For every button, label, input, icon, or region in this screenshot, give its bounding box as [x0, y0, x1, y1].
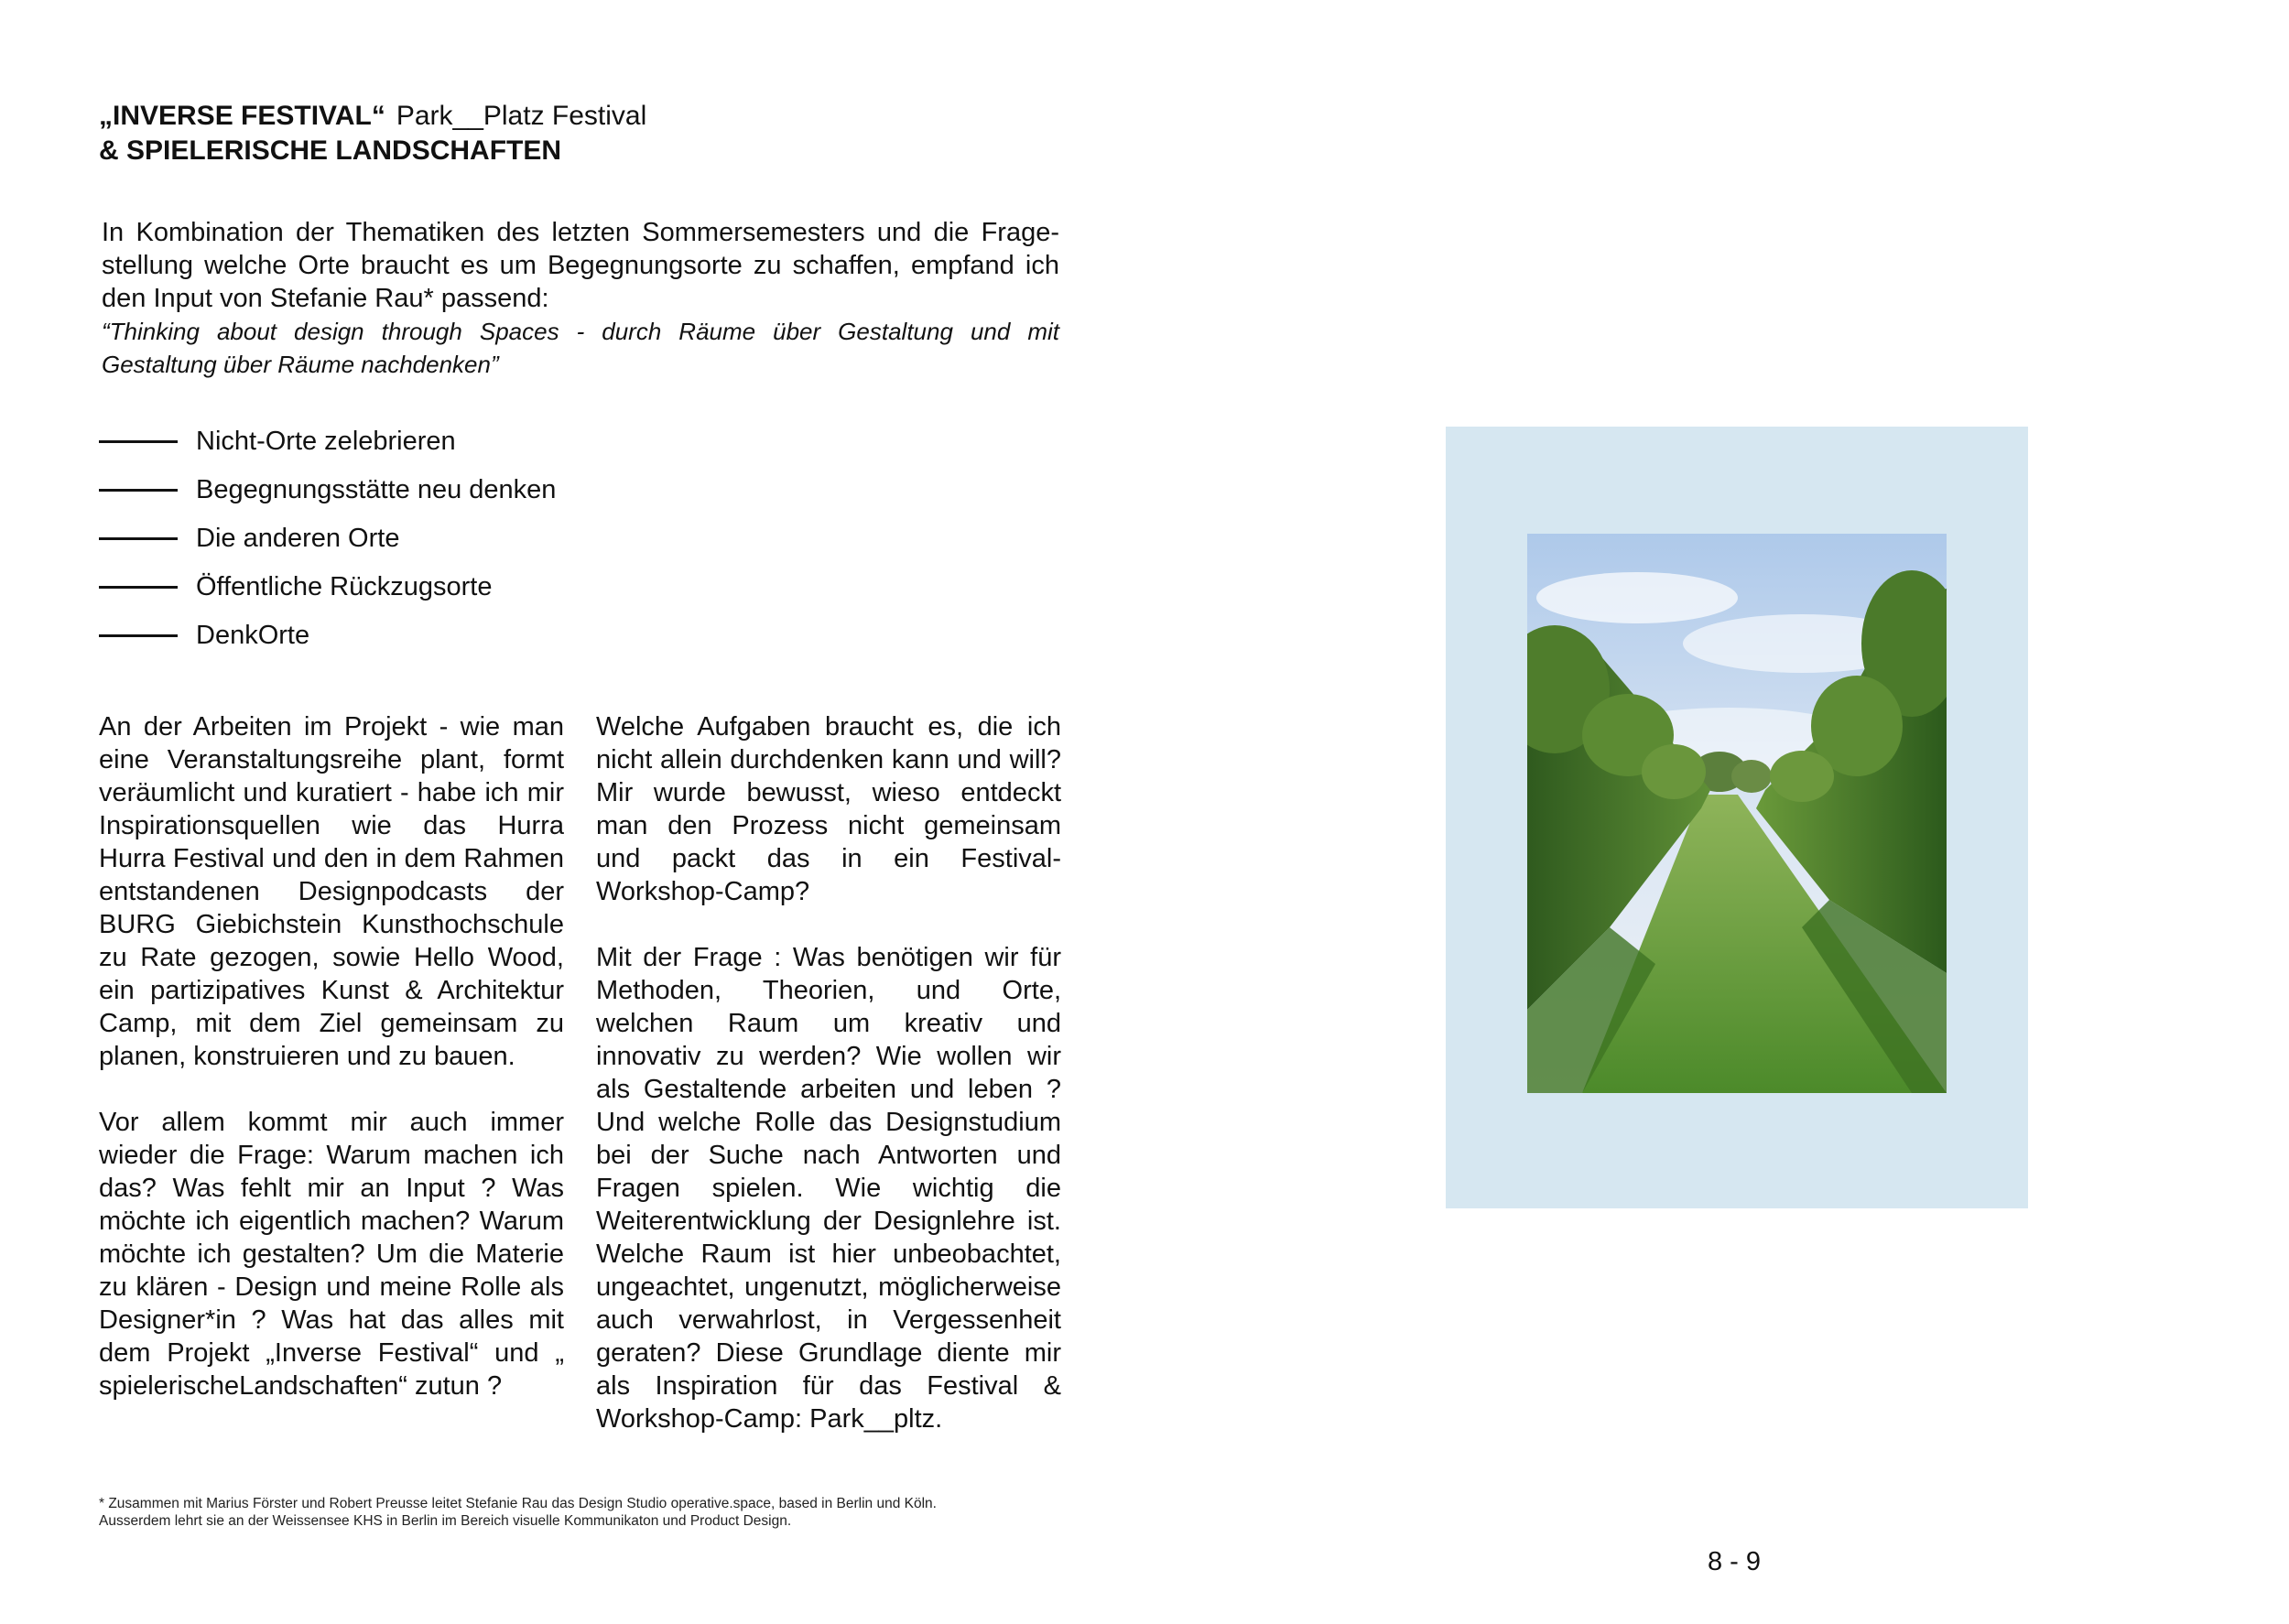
dash-line: [99, 586, 178, 589]
photo-frame: [1446, 427, 2028, 1208]
dash-line: [99, 634, 178, 637]
title-line-1: [99, 99, 1069, 134]
left-paragraph-2: Vor allem kommt mir auch immer wieder die Frage: Warum machen ich das? Was fehlt mir an Input ? Was möchte ich eigentlich machen? Warum möchte ich gestalten? Um die Materie zu klären - Design und meine Rolle als Designer*in ? Was hat das alles mit dem Projekt „Inverse Festival“ und „ spielerischeLandschaften“ zutun ?: [99, 1108, 564, 1401]
text-column-right: [596, 710, 1061, 1468]
bullet-list: [99, 417, 740, 660]
bullet-text: DenkOrte: [196, 621, 310, 650]
bullet-text: Die anderen Orte: [196, 524, 400, 553]
right-paragraph-1: Welche Aufgaben braucht es, die ich nicht allein durchdenken kann und will? Mir wurde bewusst, wieso entdeckt man den Prozess nicht gemeinsam und packt das in ein Festival-Workshop-Camp?: [596, 712, 1061, 906]
park-path-photo: [1527, 534, 1947, 1093]
bullet-text: Begegnungsstätte neu denken: [196, 475, 557, 504]
dash-line: [99, 489, 178, 492]
bullet-item: [99, 563, 740, 612]
bullet-text: Nicht-Orte zelebrieren: [196, 427, 456, 456]
bullet-item: [99, 514, 740, 563]
intro-section: [102, 216, 1059, 381]
page-number: 8 - 9: [1708, 1547, 1762, 1576]
title-bold: „INVERSE FESTIVAL“: [99, 101, 385, 131]
footnote-line-2: Ausserdem lehrt sie an der Weissensee KHS in Berlin im Bereich visuelle Kommunikaton und Product Design.: [99, 1513, 792, 1529]
subtitle-bold: & SPIELERISCHE LANDSCHAFTEN: [99, 135, 562, 166]
bullet-text: Öffentliche Rückzugsorte: [196, 572, 493, 601]
bullet-item: [99, 612, 740, 660]
left-paragraph-1: An der Arbeiten im Projekt - wie man eine Veranstaltungsreihe plant, formt veräumlicht und kuratiert - habe ich mir Inspirationsquellen wie das Hurra Hurra Festival und den in dem Rahmen entstandenen Designpodcasts der BURG Giebichstein Kunsthochschule zu Rate gezogen, sowie Hello Wood, ein partizipatives Kunst & Architektur Camp, mit dem Ziel gemeinsam zu planen, konstruieren und zu bauen.: [99, 712, 564, 1071]
intro-quote: “Thinking about design through Spaces - durch Räume über Gestaltung und mit Gestaltung über Räume nachdenken”: [102, 318, 1059, 378]
footnote-line-1: * Zusammen mit Marius Förster und Robert Preusse leitet Stefanie Rau das Design Studio operative.space, based in Berlin und Köln.: [99, 1496, 937, 1511]
intro-paragraph: In Kombination der Thematiken des letzten Sommersemesters und die Frage-stellung welche Orte braucht es um Begegnungsorte zu schaffen, empfand ich den Input von Stefanie Rau* passend:: [102, 218, 1059, 313]
text-column-left: [99, 710, 564, 1435]
bullet-item: [99, 417, 740, 466]
footnote: [99, 1495, 1069, 1530]
dash-line: [99, 537, 178, 540]
dash-line: [99, 440, 178, 443]
title-line-2: [99, 134, 1069, 168]
page-title: [99, 99, 1069, 168]
bullet-item: [99, 466, 740, 514]
right-paragraph-2: Mit der Frage : Was benötigen wir für Methoden, Theorien, und Orte, welchen Raum um kreativ und innovativ zu werden? Wie wollen wir als Gestaltende arbeiten und leben ? Und welche Rolle das Designstudium bei der Suche nach Antworten und Fragen spielen. Wie wichtig die Weiterentwicklung der Designlehre ist. Welche Raum ist hier unbeobachtet, ungeachtet, ungenutzt, möglicherweise auch verwahrlost, in Vergessenheit geraten? Diese Grundlage diente mir als Inspiration für das Festival & Workshop-Camp: Park__pltz.: [596, 943, 1061, 1434]
title-regular: Park__Platz Festival: [396, 101, 647, 131]
